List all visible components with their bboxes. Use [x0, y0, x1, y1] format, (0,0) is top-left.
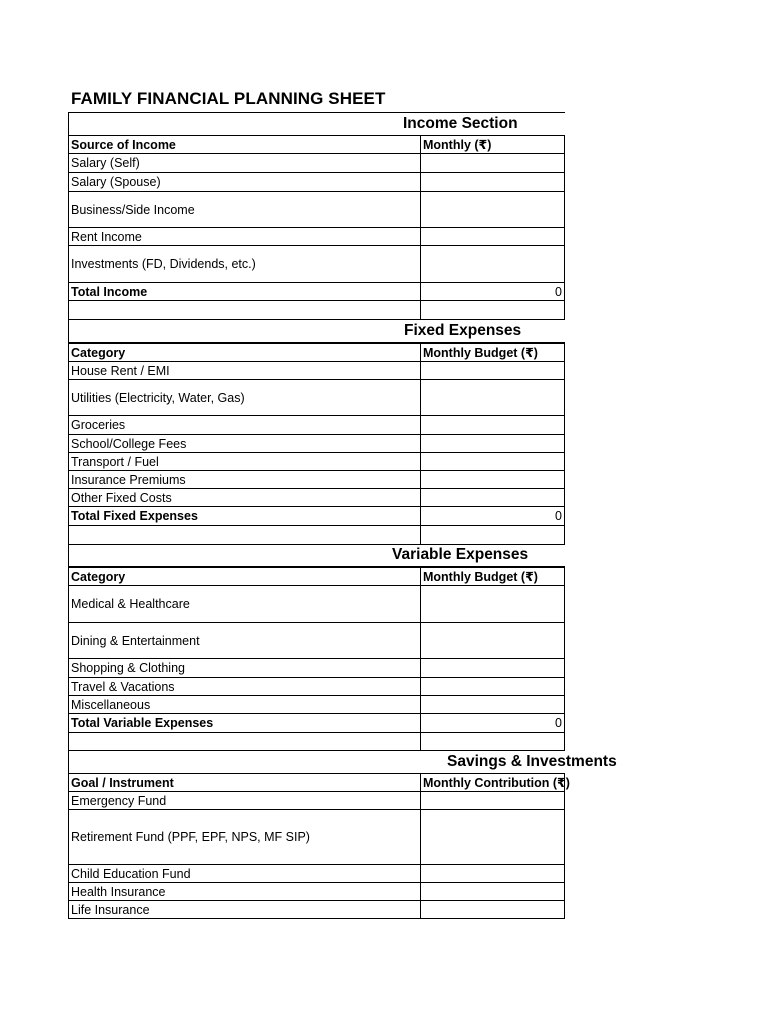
income-total-value: 0 — [421, 283, 565, 300]
table-row — [69, 362, 565, 380]
table-row — [69, 228, 565, 246]
row-label: Emergency Fund — [69, 792, 421, 809]
value-cell[interactable] — [421, 154, 565, 172]
variable-section-header — [69, 545, 565, 567]
blank-cell[interactable] — [69, 733, 421, 750]
value-cell[interactable] — [421, 883, 565, 900]
table-row — [69, 416, 565, 435]
blank-row — [69, 733, 565, 751]
savings-col-goal: Goal / Instrument — [69, 774, 421, 791]
fixed-section-title: Fixed Expenses — [404, 322, 522, 339]
row-label: Life Insurance — [69, 901, 421, 918]
value-cell[interactable] — [421, 678, 565, 695]
row-label: Salary (Self) — [69, 154, 421, 172]
value-cell[interactable] — [421, 489, 565, 506]
planning-sheet — [68, 112, 617, 919]
value-cell[interactable] — [421, 453, 565, 470]
row-label: House Rent / EMI — [69, 362, 421, 379]
value-cell[interactable] — [421, 416, 565, 434]
income-section-title: Income Section — [403, 115, 518, 132]
table-row — [69, 192, 565, 228]
table-row — [69, 586, 565, 623]
value-cell[interactable] — [421, 471, 565, 488]
row-label: Investments (FD, Dividends, etc.) — [69, 246, 421, 282]
value-cell[interactable] — [421, 901, 565, 918]
row-label: Insurance Premiums — [69, 471, 421, 488]
row-label: Travel & Vacations — [69, 678, 421, 695]
table-row — [69, 810, 565, 865]
table-row — [69, 489, 565, 507]
blank-cell[interactable] — [421, 301, 565, 319]
fixed-header-row — [69, 343, 565, 362]
variable-col-category: Category — [69, 568, 421, 585]
value-cell[interactable] — [421, 586, 565, 622]
fixed-col-budget: Monthly Budget (₹) — [421, 344, 565, 361]
table-row — [69, 865, 565, 883]
value-cell[interactable] — [421, 696, 565, 713]
row-label: Rent Income — [69, 228, 421, 245]
table-row — [69, 792, 565, 810]
value-cell[interactable] — [421, 865, 565, 882]
savings-header-row — [69, 774, 570, 792]
income-total-row — [69, 283, 565, 301]
savings-col-contribution: Monthly Contribution (₹) — [423, 776, 570, 790]
savings-section-header — [69, 751, 617, 774]
blank-row — [69, 301, 565, 320]
table-row — [69, 678, 565, 696]
fixed-total-row — [69, 507, 565, 526]
income-col-monthly: Monthly (₹) — [421, 136, 565, 153]
table-row — [69, 246, 565, 283]
variable-total-value: 0 — [421, 714, 565, 732]
income-col-source: Source of Income — [69, 136, 421, 153]
value-cell[interactable] — [421, 623, 565, 658]
table-row — [69, 380, 565, 416]
income-total-label: Total Income — [69, 283, 421, 300]
value-cell[interactable] — [421, 228, 565, 245]
value-cell[interactable] — [421, 435, 565, 452]
row-label: Medical & Healthcare — [69, 586, 421, 622]
table-row — [69, 883, 565, 901]
income-section-header — [69, 112, 565, 136]
table-row — [69, 623, 565, 659]
fixed-col-category: Category — [69, 344, 421, 361]
value-cell[interactable] — [421, 659, 565, 677]
table-row — [69, 659, 565, 678]
fixed-total-label: Total Fixed Expenses — [69, 507, 421, 525]
row-label: Salary (Spouse) — [69, 173, 421, 191]
blank-cell[interactable] — [421, 733, 565, 750]
table-row — [69, 696, 565, 714]
variable-total-label: Total Variable Expenses — [69, 714, 421, 732]
row-label: Business/Side Income — [69, 192, 421, 227]
blank-cell[interactable] — [421, 526, 565, 544]
value-cell[interactable] — [421, 246, 565, 282]
table-row — [69, 154, 565, 173]
row-label: Miscellaneous — [69, 696, 421, 713]
value-cell[interactable] — [421, 810, 565, 864]
row-label: Groceries — [69, 416, 421, 434]
fixed-section-header — [69, 320, 565, 343]
row-label: Retirement Fund (PPF, EPF, NPS, MF SIP) — [69, 810, 421, 864]
row-label: Child Education Fund — [69, 865, 421, 882]
table-row — [69, 901, 565, 919]
value-cell[interactable] — [421, 173, 565, 191]
row-label: Utilities (Electricity, Water, Gas) — [69, 380, 421, 415]
row-label: Other Fixed Costs — [69, 489, 421, 506]
blank-cell[interactable] — [69, 526, 421, 544]
variable-total-row — [69, 714, 565, 733]
value-cell[interactable] — [421, 792, 565, 809]
table-row — [69, 435, 565, 453]
savings-section-title: Savings & Investments — [447, 753, 617, 770]
table-row — [69, 471, 565, 489]
variable-header-row — [69, 567, 565, 586]
row-label: Health Insurance — [69, 883, 421, 900]
variable-section-title: Variable Expenses — [392, 546, 529, 563]
blank-row — [69, 526, 565, 545]
row-label: School/College Fees — [69, 435, 421, 452]
value-cell[interactable] — [421, 362, 565, 379]
blank-cell[interactable] — [69, 301, 421, 319]
row-label: Dining & Entertainment — [69, 623, 421, 658]
row-label: Shopping & Clothing — [69, 659, 421, 677]
fixed-total-value: 0 — [421, 507, 565, 525]
value-cell[interactable] — [421, 192, 565, 227]
table-row — [69, 173, 565, 192]
row-label: Transport / Fuel — [69, 453, 421, 470]
income-header-row — [69, 136, 565, 154]
page-title: FAMILY FINANCIAL PLANNING SHEET — [71, 89, 386, 108]
table-row — [69, 453, 565, 471]
value-cell[interactable] — [421, 380, 565, 415]
variable-col-budget: Monthly Budget (₹) — [421, 568, 565, 585]
